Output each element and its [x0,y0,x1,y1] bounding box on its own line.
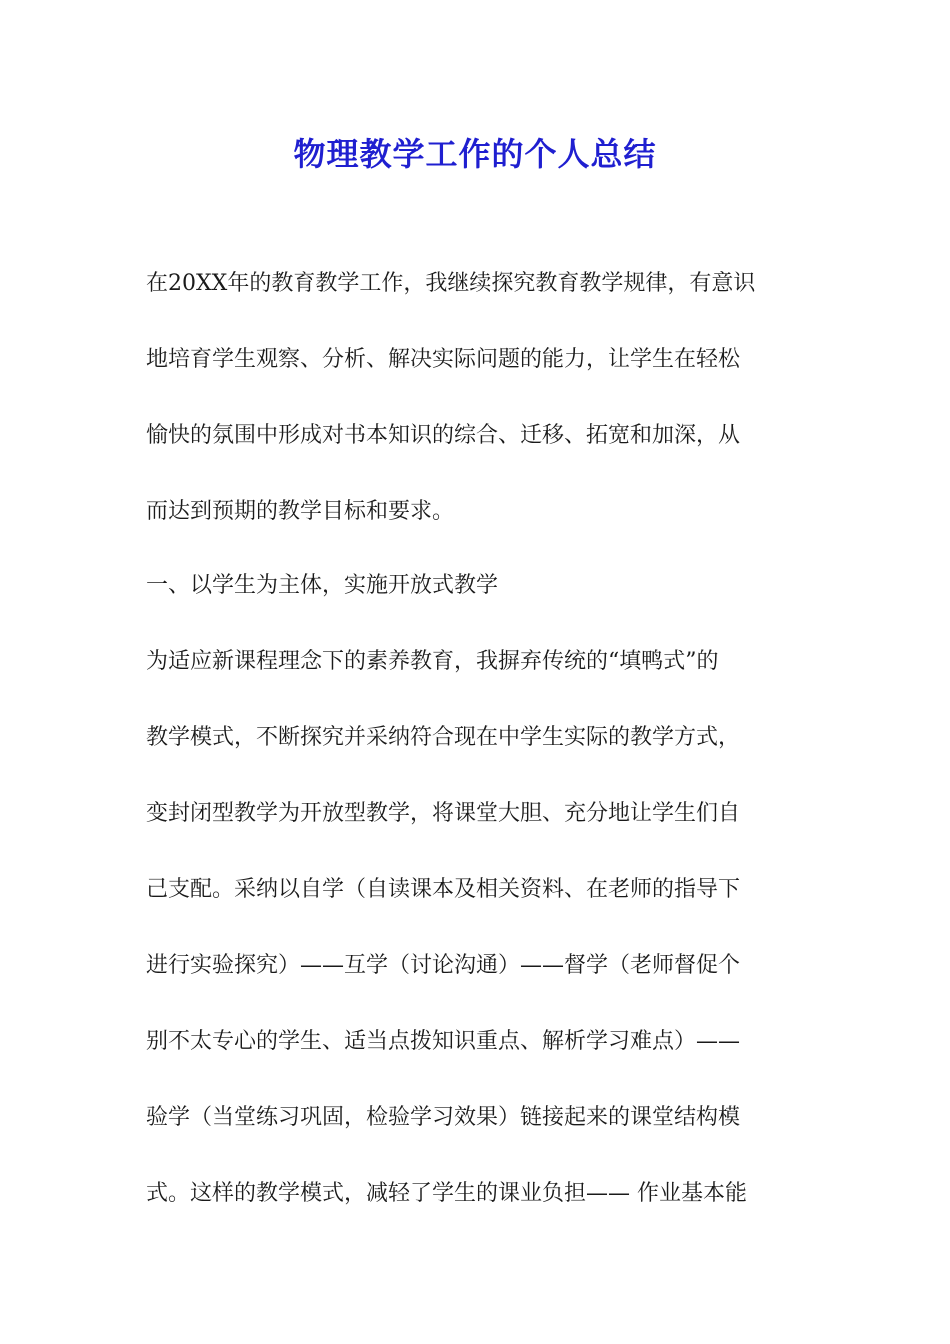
paragraph-line: 式。这样的教学模式，减轻了学生的课业负担—— 作业基本能 [146,1181,747,1206]
paragraph-line: 别不太专心的学生、适当点拨知识重点、解析学习难点）—— [146,1029,741,1054]
paragraph-line: 进行实验探究）——互学（讨论沟通）——督学（老师督促个 [146,953,741,978]
paragraph-line: 而达到预期的教学目标和要求。 [146,499,455,524]
paragraph-line: 在20XX年的教育教学工作，我继续探究教育教学规律，有意识 [146,271,756,296]
paragraph-line: 变封闭型教学为开放型教学，将课堂大胆、充分地让学生们自 [146,801,741,826]
paragraph-line: 己支配。采纳以自学（自读课本及相关资料、在老师的指导下 [146,877,741,902]
paragraph-line: 教学模式，不断探究并采纳符合现在中学生实际的教学方式， [146,725,741,750]
paragraph-line: 验学（当堂练习巩固，检验学习效果）链接起来的课堂结构模 [146,1105,741,1130]
paragraph-line: 地培育学生观察、分析、解决实际问题的能力，让学生在轻松 [146,347,741,372]
paragraph-line: 愉快的氛围中形成对书本知识的综合、迁移、拓宽和加深，从 [146,423,741,448]
paragraph-line: 为适应新课程理念下的素养教育，我摒弃传统的“填鸭式”的 [146,649,719,674]
document-title: 物理教学工作的个人总结 [293,135,657,173]
section-heading: 一、以学生为主体，实施开放式教学 [146,573,499,598]
